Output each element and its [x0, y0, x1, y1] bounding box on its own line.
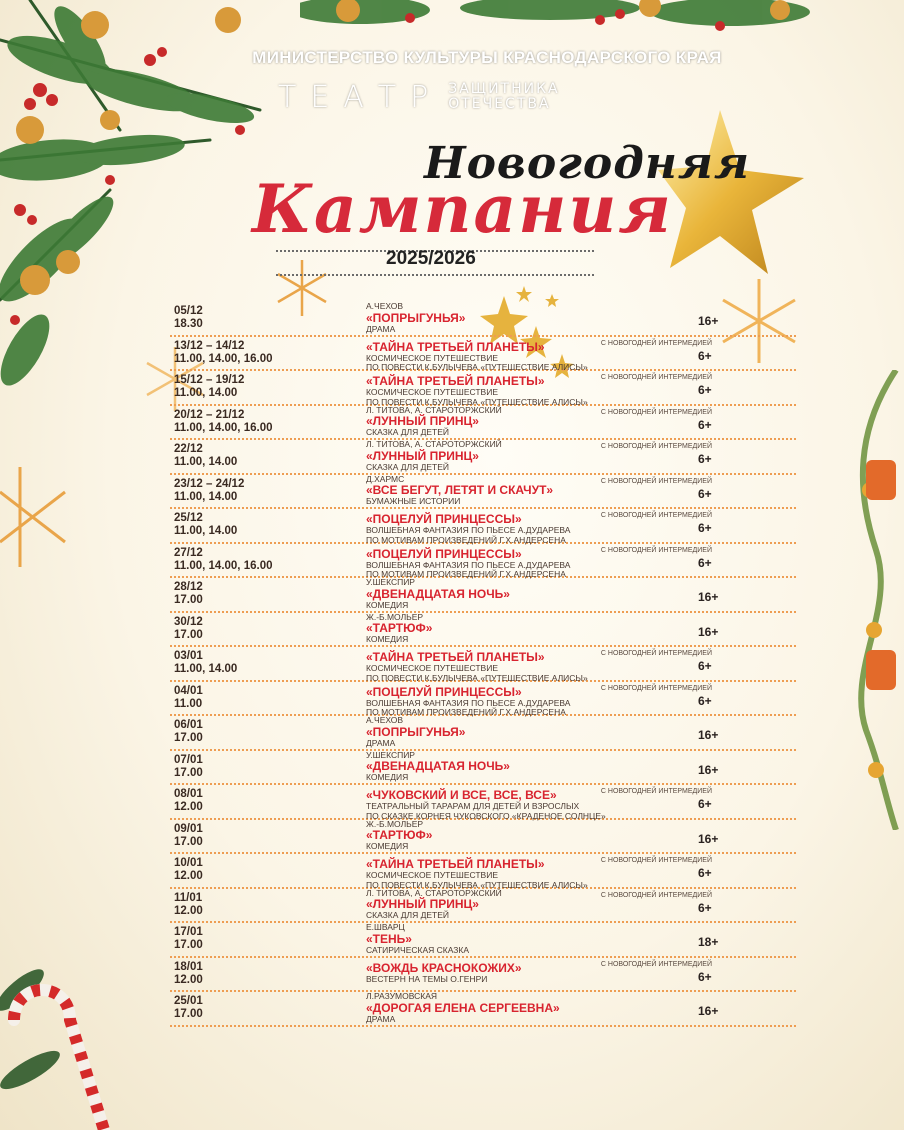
show-date: 18/01	[174, 960, 203, 973]
age-rating: 6+	[698, 486, 712, 501]
show-date-time	[174, 961, 324, 987]
show-genre: КОМЕДИЯ	[366, 772, 409, 782]
age-rating: 16+	[698, 762, 719, 777]
show-date-time	[174, 857, 324, 883]
schedule-row	[170, 716, 796, 751]
show-date: 22/12	[174, 443, 203, 455]
show-date: 25/12	[174, 512, 203, 524]
schedule-row	[170, 923, 796, 958]
show-title: «ПОЦЕЛУЙ ПРИНЦЕССЫ»	[366, 684, 522, 699]
gold-star-icon	[658, 108, 808, 278]
show-date-time	[174, 581, 324, 607]
show-author: Ж.-Б.МОЛЬЕР	[366, 818, 424, 829]
show-time: 17.00	[174, 766, 203, 779]
show-date: 17/01	[174, 926, 203, 938]
show-date-time	[174, 650, 324, 676]
show-time: 17.00	[174, 732, 203, 744]
show-genre: КОМЕДИЯ	[366, 599, 409, 610]
show-time: 11.00, 14.00	[174, 525, 238, 537]
show-author: А.ЧЕХОВ	[366, 715, 404, 725]
tinsel-garland-icon	[826, 370, 904, 830]
schedule-row	[170, 440, 796, 475]
age-rating: 6+	[698, 797, 712, 811]
schedule-row	[170, 785, 796, 820]
schedule-row	[170, 337, 796, 372]
show-genre-extra: ПО МОТИВАМ ПРОИЗВЕДЕНИЙ Г.Х.АНДЕРСЕНА	[366, 707, 566, 717]
show-title: «ЛУННЫЙ ПРИНЦ»	[366, 414, 479, 428]
show-time: 12.00	[174, 801, 203, 813]
show-time: 11.00, 14.00, 16.00	[174, 352, 273, 365]
show-title: «ЛУННЫЙ ПРИНЦ»	[366, 897, 479, 911]
show-time: 11.00, 14.00, 16.00	[174, 421, 273, 434]
show-date: 30/12	[174, 615, 203, 628]
age-rating: 18+	[698, 935, 719, 949]
show-date-time	[174, 478, 324, 504]
show-genre: КОСМИЧЕСКОЕ ПУТЕШЕСТВИЕ	[366, 352, 498, 363]
show-date-time	[174, 547, 324, 573]
schedule-row	[170, 820, 796, 855]
show-author: Ж.-Б.МОЛЬЕР	[366, 611, 424, 622]
show-title: «ЧУКОВСКИЙ И ВСЕ, ВСЕ, ВСЕ»	[366, 788, 557, 802]
show-date: 07/01	[174, 753, 203, 766]
schedule-row	[170, 475, 796, 510]
season-label: 2025/2026	[386, 248, 476, 269]
show-genre: ТЕАТРАЛЬНЫЙ ТАРАРАМ ДЛЯ ДЕТЕЙ И ВЗРОСЛЫХ	[366, 801, 580, 811]
show-title: «ТАЙНА ТРЕТЬЕЙ ПЛАНЕТЫ»	[366, 374, 545, 388]
schedule-row	[170, 371, 796, 406]
show-time: 11.00, 14.00, 16.00	[174, 559, 273, 572]
show-note: С НОВОГОДНЕЙ ИНТЕРМЕДИЕЙ	[600, 891, 712, 899]
show-time: 17.00	[174, 835, 203, 848]
show-genre: ВОЛШЕБНАЯ ФАНТАЗИЯ ПО ПЬЕСЕ А.ДУДАРЕВА	[366, 525, 571, 535]
show-title: «ДВЕНАДЦАТАЯ НОЧЬ»	[366, 586, 510, 601]
show-author: У.ШЕКСПИР	[366, 577, 415, 587]
candy-cane-icon	[0, 950, 120, 1130]
show-time: 11.00, 14.00	[174, 663, 238, 675]
show-title: «ТАЙНА ТРЕТЬЕЙ ПЛАНЕТЫ»	[366, 650, 545, 664]
show-info	[366, 992, 706, 1024]
show-note: С НОВОГОДНЕЙ ИНТЕРМЕДИЕЙ	[600, 684, 712, 692]
show-time: 17.00	[174, 594, 203, 606]
show-date-time	[174, 340, 324, 366]
age-rating: 6+	[698, 383, 712, 397]
schedule-row	[170, 854, 796, 889]
show-author: Л. ТИТОВА, А. СТАРОТОРЖСКИЙ	[366, 404, 502, 415]
show-title: «ПОЦЕЛУЙ ПРИНЦЕССЫ»	[366, 512, 522, 526]
show-genre: ВЕСТЕРН НА ТЕМЫ О.ГЕНРИ	[366, 973, 488, 984]
show-date: 25/01	[174, 995, 203, 1007]
show-note: С НОВОГОДНЕЙ ИНТЕРМЕДИЕЙ	[600, 857, 712, 864]
schedule-row	[170, 751, 796, 786]
show-title: «ПОЦЕЛУЙ ПРИНЦЕССЫ»	[366, 546, 522, 561]
schedule-row	[170, 613, 796, 648]
show-date-time	[174, 754, 324, 780]
show-genre: ВОЛШЕБНАЯ ФАНТАЗИЯ ПО ПЬЕСЕ А.ДУДАРЕВА	[366, 559, 571, 570]
schedule-row	[170, 544, 796, 579]
show-genre: СКАЗКА ДЛЯ ДЕТЕЙ	[366, 461, 450, 472]
theatre-logo	[278, 80, 560, 114]
schedule-row	[170, 992, 796, 1027]
show-date-time	[174, 719, 324, 745]
show-time: 17.00	[174, 1008, 203, 1020]
schedule-row	[170, 682, 796, 717]
show-date: 11/01	[174, 891, 203, 904]
show-date-time	[174, 443, 324, 469]
show-date: 08/01	[174, 788, 203, 800]
show-time: 12.00	[174, 973, 203, 986]
show-title: «ТАРТЮФ»	[366, 828, 433, 842]
show-date: 27/12	[174, 546, 203, 559]
show-info	[366, 613, 706, 645]
show-genre: КОМЕДИЯ	[366, 841, 409, 851]
show-note: С НОВОГОДНЕЙ ИНТЕРМЕДИЕЙ	[600, 546, 712, 554]
age-rating: 6+	[698, 693, 712, 708]
age-rating: 6+	[698, 866, 712, 880]
show-genre: ДРАМА	[366, 323, 396, 334]
schedule-row	[170, 509, 796, 544]
ministry-heading: МИНИСТЕРСТВО КУЛЬТУРЫ КРАСНОДАРСКОГО КРАЯ	[252, 48, 722, 67]
show-genre-extra: ПО СКАЗКЕ КОРНЕЯ ЧУКОВСКОГО «КРАДЕНОЕ СОЛНЦЕ»	[366, 810, 606, 821]
show-date-time	[174, 616, 324, 642]
theatre-logo-sub-line2: ОТЕЧЕСТВА	[448, 96, 551, 112]
show-genre: ДРАМА	[366, 737, 396, 748]
show-genre-extra: ПО ПОВЕСТИ К.БУЛЫЧЕВА «ПУТЕШЕСТВИЕ АЛИСЫ»	[366, 362, 588, 372]
schedule-row	[170, 578, 796, 613]
show-date: 04/01	[174, 684, 203, 697]
show-genre: КОМЕДИЯ	[366, 634, 409, 644]
show-note: С НОВОГОДНЕЙ ИНТЕРМЕДИЕЙ	[600, 512, 712, 519]
show-date-time	[174, 374, 324, 400]
schedule-list	[170, 302, 796, 1027]
show-title: «ПОПРЫГУНЬЯ»	[366, 724, 466, 739]
show-author: А.ЧЕХОВ	[366, 301, 404, 311]
theatre-logo-word: ТЕАТР	[278, 79, 443, 115]
show-genre: СКАЗКА ДЛЯ ДЕТЕЙ	[366, 427, 450, 437]
show-note: С НОВОГОДНЕЙ ИНТЕРМЕДИЕЙ	[600, 339, 712, 347]
schedule-row	[170, 647, 796, 682]
age-rating: 16+	[698, 728, 719, 742]
snowflake-icon	[0, 462, 66, 572]
show-genre: КОСМИЧЕСКОЕ ПУТЕШЕСТВИЕ	[366, 870, 498, 880]
show-author: Л. ТИТОВА, А. СТАРОТОРЖСКИЙ	[366, 439, 502, 449]
age-rating: 16+	[698, 314, 719, 328]
show-date-time	[174, 512, 324, 538]
age-rating: 16+	[698, 831, 719, 846]
show-date: 09/01	[174, 822, 203, 835]
show-date-time	[174, 995, 324, 1021]
show-note: С НОВОГОДНЕЙ ИНТЕРМЕДИЕЙ	[600, 374, 712, 381]
show-genre-extra: ПО МОТИВАМ ПРОИЗВЕДЕНИЙ Г.Х.АНДЕРСЕНА	[366, 569, 566, 579]
season-divider	[276, 274, 594, 276]
show-genre-extra: ПО МОТИВАМ ПРОИЗВЕДЕНИЙ Г.Х.АНДЕРСЕНА	[366, 534, 566, 545]
title-line2: Кампания	[252, 170, 673, 248]
show-time: 12.00	[174, 870, 203, 882]
show-author: Е.ШВАРЦ	[366, 922, 405, 932]
show-note: С НОВОГОДНЕЙ ИНТЕРМЕДИЕЙ	[600, 960, 712, 968]
show-author: У.ШЕКСПИР	[366, 749, 415, 760]
show-info	[366, 751, 706, 783]
show-time: 11.00, 14.00	[174, 456, 238, 468]
schedule-row	[170, 958, 796, 993]
show-title: «ТАРТЮФ»	[366, 621, 433, 635]
show-date: 03/01	[174, 650, 203, 662]
age-rating: 6+	[698, 659, 712, 673]
show-time: 11.00, 14.00	[174, 387, 238, 399]
show-date-time	[174, 685, 324, 711]
theatre-logo-sub-line1: ЗАЩИТНИКА	[448, 81, 560, 97]
show-note: С НОВОГОДНЕЙ ИНТЕРМЕДИЕЙ	[600, 477, 712, 485]
show-genre: ДРАМА	[366, 1013, 396, 1024]
show-note: С НОВОГОДНЕЙ ИНТЕРМЕДИЕЙ	[600, 408, 712, 416]
show-date: 20/12 – 21/12	[174, 408, 245, 421]
show-genre: БУМАЖНЫЕ ИСТОРИИ	[366, 496, 461, 506]
show-genre: КОСМИЧЕСКОЕ ПУТЕШЕСТВИЕ	[366, 387, 498, 397]
show-date: 15/12 – 19/12	[174, 374, 245, 386]
schedule-row	[170, 406, 796, 441]
show-info	[366, 302, 706, 334]
title-line1: Новогодняя	[424, 138, 750, 189]
show-title: «ПОПРЫГУНЬЯ»	[366, 310, 466, 325]
show-info	[366, 716, 706, 748]
schedule-row	[170, 889, 796, 924]
show-date-time	[174, 823, 324, 849]
show-info	[366, 923, 706, 955]
show-time: 11.00	[174, 697, 203, 710]
show-genre: КОСМИЧЕСКОЕ ПУТЕШЕСТВИЕ	[366, 663, 498, 673]
show-author: Л. ТИТОВА, А. СТАРОТОРЖСКИЙ	[366, 887, 502, 898]
show-title: «ВСЕ БЕГУТ, ЛЕТЯТ И СКАЧУТ»	[366, 483, 554, 497]
age-rating: 6+	[698, 521, 712, 535]
show-date: 23/12 – 24/12	[174, 477, 245, 490]
show-genre-extra: ПО ПОВЕСТИ К.БУЛЫЧЕВА «ПУТЕШЕСТВИЕ АЛИСЫ»	[366, 879, 588, 890]
show-genre-extra: ПО ПОВЕСТИ К.БУЛЫЧЕВА «ПУТЕШЕСТВИЕ АЛИСЫ»	[366, 396, 588, 407]
show-title: «ТАЙНА ТРЕТЬЕЙ ПЛАНЕТЫ»	[366, 339, 545, 354]
show-genre: СКАЗКА ДЛЯ ДЕТЕЙ	[366, 910, 450, 920]
age-rating: 6+	[698, 900, 712, 915]
show-time: 11.00, 14.00	[174, 490, 238, 503]
show-title: «ТЕНЬ»	[366, 931, 412, 946]
show-title: «ДОРОГАЯ ЕЛЕНА СЕРГЕЕВНА»	[366, 1000, 560, 1015]
show-time: 18.30	[174, 318, 203, 330]
show-date: 05/12	[174, 305, 203, 317]
show-title: «ВОЖДЬ КРАСНОКОЖИХ»	[366, 960, 522, 975]
show-note: С НОВОГОДНЕЙ ИНТЕРМЕДИЕЙ	[600, 443, 712, 450]
schedule-row	[170, 302, 796, 337]
show-date: 10/01	[174, 857, 203, 869]
show-date: 13/12 – 14/12	[174, 339, 245, 352]
show-date-time	[174, 788, 324, 814]
age-rating: 6+	[698, 452, 712, 466]
show-note: С НОВОГОДНЕЙ ИНТЕРМЕДИЕЙ	[600, 788, 712, 795]
age-rating: 6+	[698, 417, 712, 432]
show-genre: ВОЛШЕБНАЯ ФАНТАЗИЯ ПО ПЬЕСЕ А.ДУДАРЕВА	[366, 697, 571, 708]
show-time: 17.00	[174, 939, 203, 951]
show-title: «ЛУННЫЙ ПРИНЦ»	[366, 448, 479, 463]
show-title: «ТАЙНА ТРЕТЬЕЙ ПЛАНЕТЫ»	[366, 857, 545, 871]
show-title: «ДВЕНАДЦАТАЯ НОЧЬ»	[366, 759, 510, 773]
show-info	[366, 820, 706, 852]
age-rating: 16+	[698, 624, 719, 639]
show-genre-extra: ПО ПОВЕСТИ К.БУЛЫЧЕВА «ПУТЕШЕСТВИЕ АЛИСЫ»	[366, 672, 588, 683]
age-rating: 16+	[698, 590, 719, 604]
age-rating: 6+	[698, 348, 712, 363]
show-time: 12.00	[174, 904, 203, 917]
age-rating: 6+	[698, 969, 712, 984]
age-rating: 16+	[698, 1004, 719, 1018]
show-genre: САТИРИЧЕСКАЯ СКАЗКА	[366, 944, 470, 955]
show-info	[366, 578, 706, 610]
show-author: Д.ХАРМС	[366, 473, 405, 484]
show-date: 06/01	[174, 719, 203, 731]
show-date-time	[174, 926, 324, 952]
age-rating: 6+	[698, 555, 712, 570]
show-date-time	[174, 305, 324, 331]
show-date-time	[174, 892, 324, 918]
show-date: 28/12	[174, 581, 203, 593]
theatre-logo-subtitle	[448, 82, 559, 112]
show-author: Л.РАЗУМОВСКАЯ	[366, 991, 438, 1001]
show-note: С НОВОГОДНЕЙ ИНТЕРМЕДИЕЙ	[600, 650, 712, 657]
show-date-time	[174, 409, 324, 435]
show-time: 17.00	[174, 628, 203, 641]
